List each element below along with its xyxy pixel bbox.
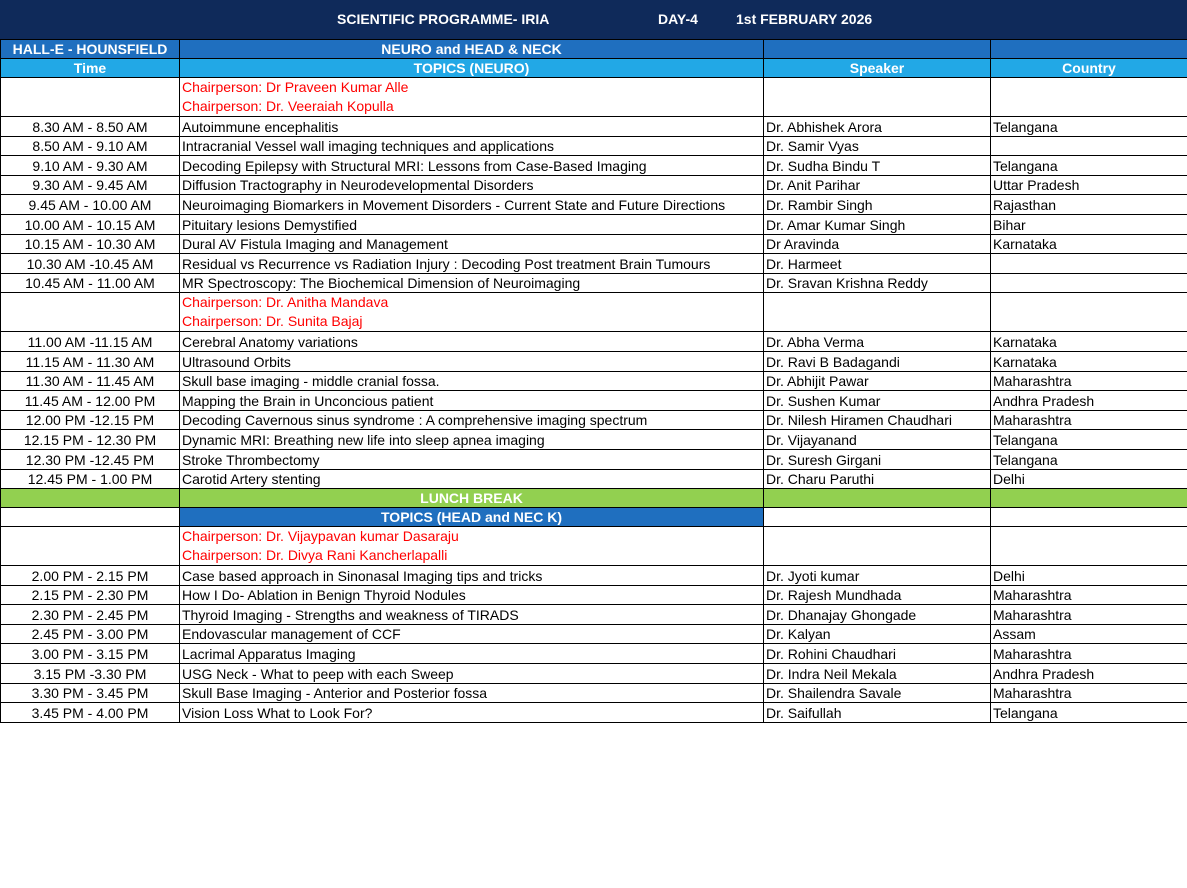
session-topic: Mapping the Brain in Unconcious patient: [180, 391, 764, 411]
session-speaker: Dr. Kalyan: [764, 624, 991, 644]
session-country: Telangana: [991, 703, 1187, 723]
session-speaker: Dr. Anit Parihar: [764, 175, 991, 195]
session-time: 12.45 PM - 1.00 PM: [1, 469, 180, 489]
session-topic: Endovascular management of CCF: [180, 624, 764, 644]
session-time: 3.00 PM - 3.15 PM: [1, 644, 180, 664]
session-speaker: Dr. Sudha Bindu T: [764, 156, 991, 176]
lunch-break-label: LUNCH BREAK: [180, 489, 764, 508]
session-time: 2.30 PM - 2.45 PM: [1, 605, 180, 625]
session-speaker: Dr. Harmeet: [764, 254, 991, 274]
session-row: [1, 156, 1187, 176]
session-country: Karnataka: [991, 351, 1187, 371]
chairperson-name: Chairperson: Dr. Veeraiah Kopulla: [182, 98, 394, 114]
session-time: 10.15 AM - 10.30 AM: [1, 234, 180, 254]
hall-name: HALL-E - HOUNSFIELD: [1, 40, 180, 59]
session-topic: Pituitary lesions Demystified: [180, 214, 764, 234]
session-row: [1, 117, 1187, 137]
session-country: [991, 254, 1187, 274]
chairperson-row: [1, 527, 1187, 566]
session-speaker: Dr. Sravan Krishna Reddy: [764, 273, 991, 293]
session-time: 12.15 PM - 12.30 PM: [1, 430, 180, 450]
session-country: Maharashtra: [991, 410, 1187, 430]
section-row: [1, 40, 1187, 59]
session-topic: Ultrasound Orbits: [180, 351, 764, 371]
session-time: 11.30 AM - 11.45 AM: [1, 371, 180, 391]
session-topic: Case based approach in Sinonasal Imaging tips and tricks: [180, 566, 764, 586]
session-time: 8.30 AM - 8.50 AM: [1, 117, 180, 137]
session-topic: Decoding Cavernous sinus syndrome : A comprehensive imaging spectrum: [180, 410, 764, 430]
session-speaker: Dr. Jyoti kumar: [764, 566, 991, 586]
chairperson-name: Chairperson: Dr. Anitha Mandava: [182, 294, 389, 311]
country-column-header: Country: [991, 59, 1187, 78]
chairperson-name: Chairperson: Dr. Sunita Bajaj: [182, 313, 363, 330]
session-country: [991, 136, 1187, 156]
session-row: [1, 332, 1187, 352]
session-time: 10.00 AM - 10.15 AM: [1, 214, 180, 234]
session-row: [1, 351, 1187, 371]
session-country: Karnataka: [991, 234, 1187, 254]
session-time: 2.00 PM - 2.15 PM: [1, 566, 180, 586]
session-topic: Diffusion Tractography in Neurodevelopmental Disorders: [180, 175, 764, 195]
session-topic: Residual vs Recurrence vs Radiation Injury : Decoding Post treatment Brain Tumours: [180, 254, 764, 274]
session-row: [1, 410, 1187, 430]
session-time: 12.00 PM -12.15 PM: [1, 410, 180, 430]
session-topic: Lacrimal Apparatus Imaging: [180, 644, 764, 664]
session-topic: Cerebral Anatomy variations: [180, 332, 764, 352]
title-bar: [0, 0, 1187, 39]
session-time: 11.15 AM - 11.30 AM: [1, 351, 180, 371]
session-topic: Stroke Thrombectomy: [180, 449, 764, 469]
lunch-break-row: [1, 489, 1187, 508]
date-label: 1st FEBRUARY 2026: [736, 11, 873, 27]
schedule-table: [0, 39, 1187, 723]
session-row: [1, 273, 1187, 293]
session-speaker: Dr. Rajesh Mundhada: [764, 585, 991, 605]
session-time: 8.50 AM - 9.10 AM: [1, 136, 180, 156]
session-time: 12.30 PM -12.45 PM: [1, 449, 180, 469]
chairperson-name: Chairperson: Dr. Vijaypavan kumar Dasaraju: [182, 528, 459, 545]
session-row: [1, 605, 1187, 625]
speaker-column-header: Speaker: [764, 59, 991, 78]
chairperson-name: Chairperson: Dr Praveen Kumar Alle: [182, 79, 409, 95]
session-country: Delhi: [991, 469, 1187, 489]
session-speaker: Dr. Ravi B Badagandi: [764, 351, 991, 371]
session-row: [1, 430, 1187, 450]
session-topic: Dural AV Fistula Imaging and Management: [180, 234, 764, 254]
programme-title: SCIENTIFIC PROGRAMME- IRIA: [337, 11, 550, 27]
chairperson-cell: [180, 527, 764, 566]
session-speaker: Dr. Vijayanand: [764, 430, 991, 450]
session-speaker: Dr. Indra Neil Mekala: [764, 664, 991, 684]
session-speaker: Dr. Rambir Singh: [764, 195, 991, 215]
session-country: Assam: [991, 624, 1187, 644]
session-country: Delhi: [991, 566, 1187, 586]
session-time: 9.30 AM - 9.45 AM: [1, 175, 180, 195]
session-time: 9.10 AM - 9.30 AM: [1, 156, 180, 176]
day-label: DAY-4: [658, 11, 698, 27]
session-row: [1, 585, 1187, 605]
session-country: Rajasthan: [991, 195, 1187, 215]
session-time: 2.15 PM - 2.30 PM: [1, 585, 180, 605]
session-row: [1, 664, 1187, 684]
session-row: [1, 234, 1187, 254]
session-country: [991, 273, 1187, 293]
section-title: NEURO and HEAD & NECK: [180, 40, 764, 59]
session-speaker: Dr. Nilesh Hiramen Chaudhari: [764, 410, 991, 430]
session-country: Maharashtra: [991, 605, 1187, 625]
session-time: 3.15 PM -3.30 PM: [1, 664, 180, 684]
session-row: [1, 214, 1187, 234]
session-speaker: Dr. Saifullah: [764, 703, 991, 723]
session-speaker: Dr. Sushen Kumar: [764, 391, 991, 411]
session-topic: Decoding Epilepsy with Structural MRI: Lessons from Case-Based Imaging: [180, 156, 764, 176]
session-speaker: Dr. Suresh Girgani: [764, 449, 991, 469]
session-country: Karnataka: [991, 332, 1187, 352]
session-time: 3.45 PM - 4.00 PM: [1, 703, 180, 723]
session-row: [1, 175, 1187, 195]
session-country: Maharashtra: [991, 644, 1187, 664]
session-topic: Dynamic MRI: Breathing new life into sleep apnea imaging: [180, 430, 764, 450]
session-time: 11.45 AM - 12.00 PM: [1, 391, 180, 411]
session-speaker: Dr Aravinda: [764, 234, 991, 254]
session-country: Telangana: [991, 449, 1187, 469]
session-time: 10.30 AM -10.45 AM: [1, 254, 180, 274]
session-time: 9.45 AM - 10.00 AM: [1, 195, 180, 215]
chairperson-name: Chairperson: Dr. Divya Rani Kancherlapalli: [182, 547, 448, 564]
session-topic: Thyroid Imaging - Strengths and weakness of TIRADS: [180, 605, 764, 625]
session-topic: USG Neck - What to peep with each Sweep: [180, 664, 764, 684]
session-row: [1, 371, 1187, 391]
session-speaker: Dr. Abha Verma: [764, 332, 991, 352]
session-row: [1, 683, 1187, 703]
head-neck-topics-row: [1, 508, 1187, 527]
session-speaker: Dr. Dhanajay Ghongade: [764, 605, 991, 625]
session-country: Telangana: [991, 156, 1187, 176]
session-country: Telangana: [991, 117, 1187, 137]
session-speaker: Dr. Abhishek Arora: [764, 117, 991, 137]
session-topic: Neuroimaging Biomarkers in Movement Disorders - Current State and Future Directions: [180, 195, 764, 215]
chairperson-cell: [180, 293, 764, 332]
session-country: Andhra Pradesh: [991, 391, 1187, 411]
session-time: 10.45 AM - 11.00 AM: [1, 273, 180, 293]
session-time: 3.30 PM - 3.45 PM: [1, 683, 180, 703]
session-country: Andhra Pradesh: [991, 664, 1187, 684]
session-speaker: Dr. Shailendra Savale: [764, 683, 991, 703]
topics-column-header: TOPICS (NEURO): [180, 59, 764, 78]
session-row: [1, 469, 1187, 489]
session-country: Uttar Pradesh: [991, 175, 1187, 195]
session-row: [1, 703, 1187, 723]
session-country: Maharashtra: [991, 585, 1187, 605]
session-topic: Intracranial Vessel wall imaging techniques and applications: [180, 136, 764, 156]
session-speaker: Dr. Rohini Chaudhari: [764, 644, 991, 664]
chairperson-row: [1, 293, 1187, 332]
session-topic: MR Spectroscopy: The Biochemical Dimension of Neuroimaging: [180, 273, 764, 293]
session-country: Bihar: [991, 214, 1187, 234]
session-topic: Vision Loss What to Look For?: [180, 703, 764, 723]
session-topic: Carotid Artery stenting: [180, 469, 764, 489]
session-row: [1, 136, 1187, 156]
session-speaker: Dr. Samir Vyas: [764, 136, 991, 156]
session-topic: How I Do- Ablation in Benign Thyroid Nodules: [180, 585, 764, 605]
time-column-header: Time: [1, 59, 180, 78]
session-topic: Skull base imaging - middle cranial fossa.: [180, 371, 764, 391]
session-topic: Skull Base Imaging - Anterior and Posterior fossa: [180, 683, 764, 703]
session-country: Maharashtra: [991, 371, 1187, 391]
session-row: [1, 254, 1187, 274]
session-row: [1, 195, 1187, 215]
chairperson-row: [1, 78, 1187, 117]
session-row: [1, 644, 1187, 664]
session-topic: Autoimmune encephalitis: [180, 117, 764, 137]
head-neck-topics-header: TOPICS (HEAD and NEC K): [180, 508, 764, 527]
chairperson-cell: [180, 78, 764, 117]
session-speaker: Dr. Abhijit Pawar: [764, 371, 991, 391]
session-row: [1, 624, 1187, 644]
session-row: [1, 391, 1187, 411]
session-speaker: Dr. Amar Kumar Singh: [764, 214, 991, 234]
column-header-row: [1, 59, 1187, 78]
session-country: Telangana: [991, 430, 1187, 450]
session-country: Maharashtra: [991, 683, 1187, 703]
session-row: [1, 449, 1187, 469]
session-row: [1, 566, 1187, 586]
session-time: 11.00 AM -11.15 AM: [1, 332, 180, 352]
session-time: 2.45 PM - 3.00 PM: [1, 624, 180, 644]
session-speaker: Dr. Charu Paruthi: [764, 469, 991, 489]
